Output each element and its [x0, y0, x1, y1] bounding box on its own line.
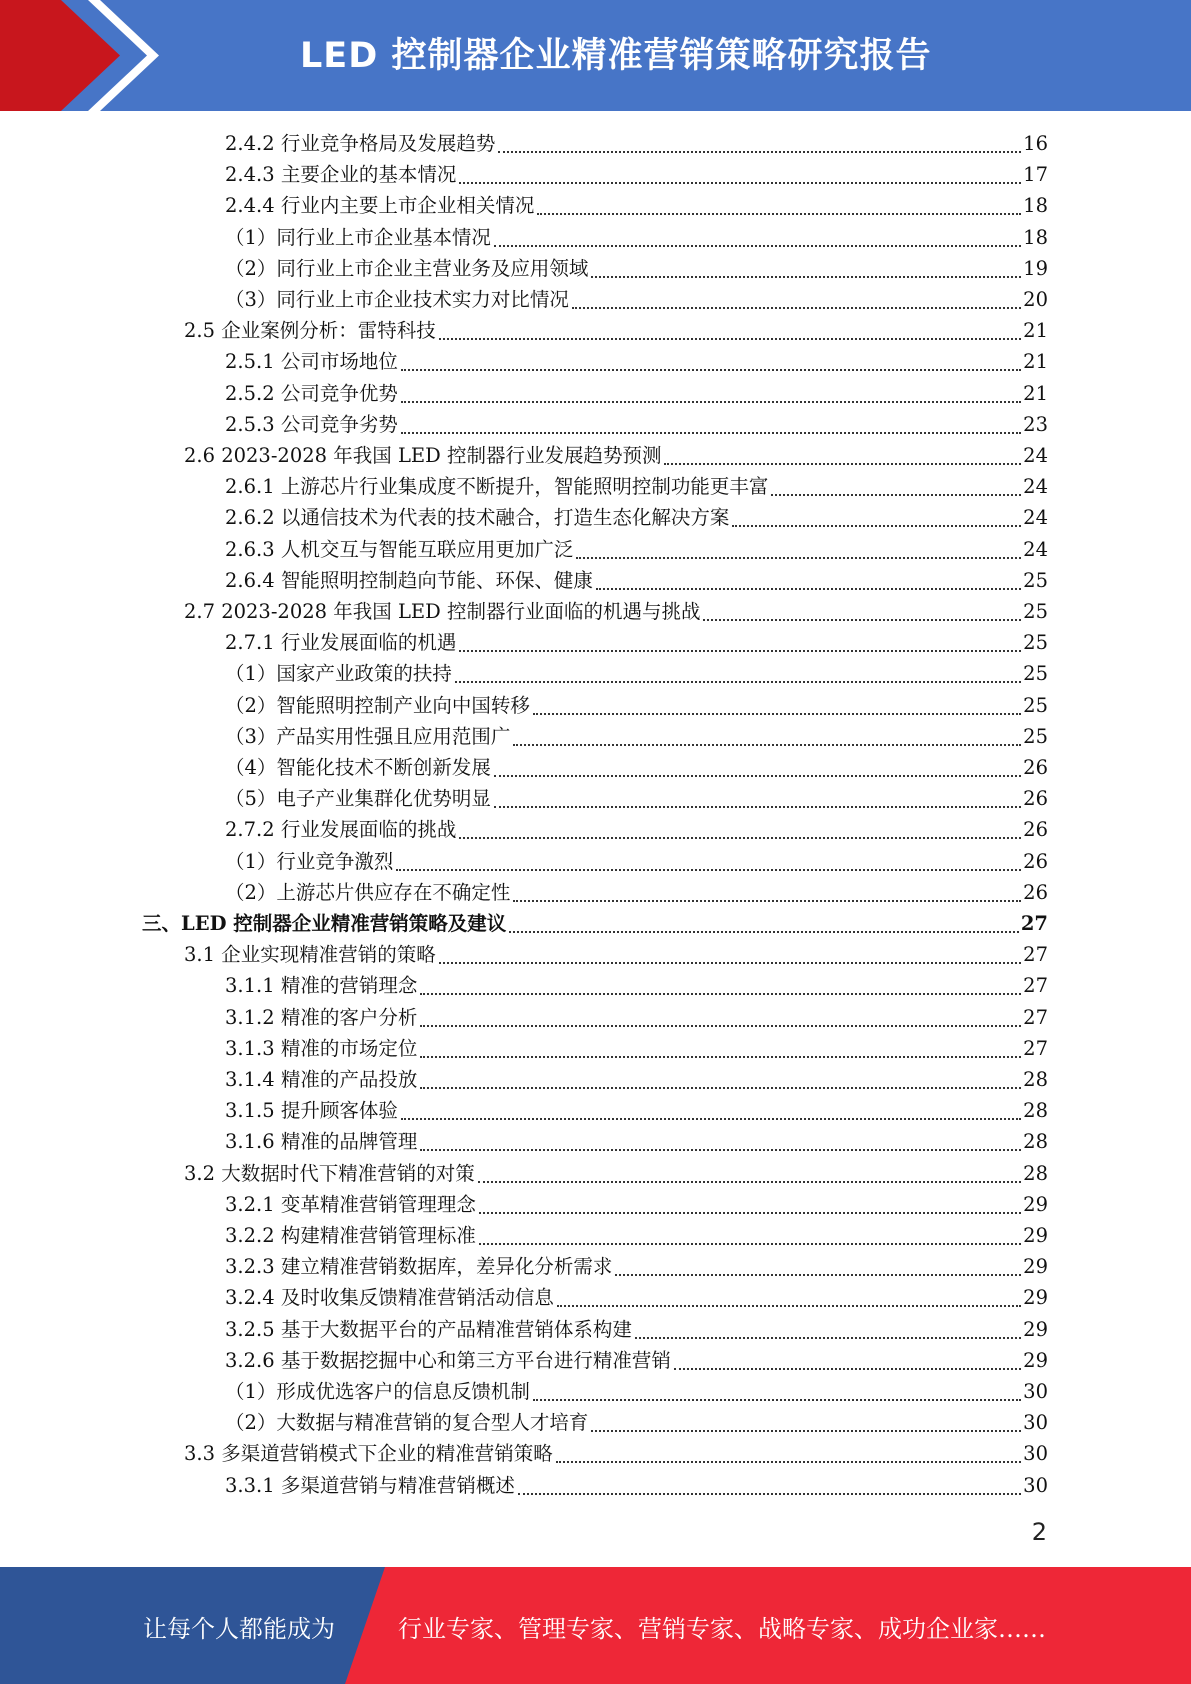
toc-entry-title: 2.6.4 智能照明控制趋向节能、环保、健康 [225, 568, 593, 592]
toc-entry-page: 28 [1023, 1068, 1048, 1091]
toc-entry-title: 2.5.1 公司市场地位 [225, 350, 398, 374]
toc-entry-title: （3）产品实用性强且应用范围广 [225, 724, 511, 748]
toc-dot-leader [401, 408, 1021, 434]
toc-entry[interactable] [225, 1220, 1048, 1251]
toc-dot-leader [459, 158, 1021, 184]
toc-entry[interactable] [225, 658, 1048, 689]
toc-entry[interactable] [184, 315, 1048, 346]
toc-entry[interactable] [225, 1345, 1048, 1376]
toc-entry-title: 3.1.4 精准的产品投放 [225, 1068, 418, 1091]
toc-dot-leader [557, 1281, 1021, 1307]
toc-dot-leader [732, 501, 1021, 527]
toc-entry-page: 21 [1023, 319, 1048, 343]
toc-entry-page: 27 [1023, 974, 1048, 998]
toc-entry-page: 19 [1023, 256, 1048, 280]
toc-entry[interactable] [225, 970, 1048, 1001]
toc-dot-leader [572, 283, 1021, 309]
toc-entry-title: （1）同行业上市企业基本情况 [225, 225, 491, 249]
toc-dot-leader [455, 657, 1021, 683]
toc-dot-leader [674, 1344, 1021, 1370]
report-title: LED 控制器企业精准营销策略研究报告 [300, 36, 932, 76]
toc-dot-leader [509, 907, 1019, 933]
toc-dot-leader [533, 689, 1021, 715]
toc-entry-title: 2.5.2 公司竞争优势 [225, 381, 398, 405]
toc-dot-leader [771, 470, 1021, 496]
toc-entry-page: 29 [1023, 1224, 1048, 1247]
toc-entry-page: 24 [1023, 506, 1048, 530]
toc-dot-leader [596, 564, 1021, 590]
toc-dot-leader [401, 345, 1021, 371]
toc-entry-title: 3.2 大数据时代下精准营销的对策 [184, 1161, 475, 1185]
toc-entry-page: 30 [1023, 1442, 1048, 1466]
toc-entry[interactable] [142, 908, 1048, 939]
toc-entry[interactable] [225, 346, 1048, 377]
toc-entry[interactable] [225, 627, 1048, 658]
toc-dot-leader [533, 1375, 1021, 1401]
toc-entry[interactable] [225, 814, 1048, 845]
toc-entry[interactable] [225, 1095, 1048, 1126]
toc-entry[interactable] [225, 284, 1048, 315]
toc-entry-page: 27 [1020, 912, 1048, 935]
toc-dot-leader [478, 1157, 1021, 1183]
toc-entry-page: 24 [1023, 537, 1048, 561]
toc-entry-title: 3.1.6 精准的品牌管理 [225, 1130, 418, 1154]
chevron-arrow-icon [0, 0, 160, 111]
toc-entry-title: （5）电子产业集群化优势明显 [225, 787, 491, 811]
toc-entry[interactable] [225, 1002, 1048, 1033]
toc-entry-page: 18 [1023, 194, 1048, 218]
toc-entry-page: 29 [1023, 1286, 1048, 1310]
toc-entry-page: 28 [1023, 1130, 1048, 1154]
toc-dot-leader [420, 1063, 1021, 1089]
toc-dot-leader [635, 1313, 1021, 1339]
toc-dot-leader [494, 751, 1021, 777]
toc-dot-leader [513, 720, 1021, 746]
toc-entry[interactable] [225, 409, 1048, 440]
toc-dot-leader [439, 938, 1021, 964]
toc-entry[interactable] [225, 877, 1048, 908]
toc-entry-page: 30 [1023, 1411, 1048, 1435]
toc-entry[interactable] [225, 690, 1048, 721]
toc-entry-title: 3.1.3 精准的市场定位 [225, 1036, 418, 1060]
toc-entry[interactable] [225, 1282, 1048, 1313]
toc-dot-leader [615, 1250, 1021, 1276]
toc-entry-page: 27 [1023, 1036, 1048, 1060]
toc-entry-title: 2.4.4 行业内主要上市企业相关情况 [225, 194, 535, 218]
toc-dot-leader [498, 127, 1021, 153]
toc-entry[interactable] [225, 222, 1048, 253]
footer-slogan-right: 行业专家、管理专家、营销专家、战略专家、成功企业家…… [398, 1615, 1046, 1643]
toc-entry-title: 3.2.3 建立精准营销数据库，差异化分析需求 [225, 1255, 613, 1279]
toc-entry[interactable] [225, 783, 1048, 814]
toc-entry[interactable] [225, 565, 1048, 596]
toc-dot-leader [459, 626, 1021, 652]
toc-entry-title: 2.7.1 行业发展面临的机遇 [225, 631, 457, 655]
page-number: 2 [1031, 1518, 1047, 1546]
toc-entry-title: 3.1.1 精准的营销理念 [225, 974, 418, 998]
toc-entry-title: 3.1 企业实现精准营销的策略 [184, 943, 436, 967]
toc-dot-leader [591, 1406, 1021, 1432]
toc-dot-leader [513, 876, 1021, 902]
toc-entry-title: （2）大数据与精准营销的复合型人才培育 [225, 1411, 589, 1435]
toc-entry[interactable] [225, 128, 1048, 159]
toc-entry-page: 27 [1023, 1005, 1048, 1029]
toc-entry-page: 26 [1023, 756, 1048, 779]
toc-entry[interactable] [225, 1126, 1048, 1157]
toc-entry-title: 2.6.2 以通信技术为代表的技术融合，打造生态化解决方案 [225, 506, 730, 530]
toc-entry-title: 3.1.2 精准的客户分析 [225, 1005, 418, 1029]
toc-entry-page: 30 [1023, 1473, 1048, 1497]
toc-entry-page: 30 [1023, 1380, 1048, 1403]
header-banner [0, 0, 1191, 111]
toc-entry[interactable] [225, 190, 1048, 221]
toc-entry-title: （1）国家产业政策的扶持 [225, 662, 452, 686]
toc-dot-leader [420, 969, 1021, 995]
toc-dot-leader [479, 1188, 1021, 1214]
toc-entry-page: 20 [1023, 288, 1048, 311]
toc-entry-page: 24 [1023, 475, 1048, 499]
toc-entry-page: 16 [1023, 132, 1048, 155]
toc-dot-leader [459, 813, 1021, 839]
toc-entry[interactable] [184, 440, 1048, 471]
toc-entry[interactable] [225, 1064, 1048, 1095]
toc-entry-page: 25 [1023, 631, 1048, 655]
toc-dot-leader [537, 189, 1021, 215]
toc-entry[interactable] [225, 846, 1048, 877]
toc-entry-title: （3）同行业上市企业技术实力对比情况 [225, 288, 569, 311]
toc-entry-title: 3.2.6 基于数据挖掘中心和第三方平台进行精准营销 [225, 1348, 671, 1372]
toc-entry-title: （1）行业竞争激烈 [225, 849, 394, 873]
toc-dot-leader [576, 533, 1021, 559]
toc-entry-title: 2.4.3 主要企业的基本情况 [225, 163, 457, 187]
toc-dot-leader [494, 782, 1021, 808]
toc-dot-leader [664, 439, 1021, 465]
toc-entry-title: （2）同行业上市企业主营业务及应用领域 [225, 256, 589, 280]
toc-dot-leader [420, 1125, 1021, 1151]
footer-banner [0, 1567, 1191, 1684]
toc-entry-page: 29 [1023, 1192, 1048, 1216]
toc-entry-page: 24 [1023, 444, 1048, 467]
footer-slogan-left: 让每个人都能成为 [143, 1615, 335, 1643]
toc-entry-page: 17 [1023, 163, 1048, 187]
toc-entry[interactable] [225, 752, 1048, 783]
toc-entry-title: （4）智能化技术不断创新发展 [225, 756, 491, 779]
toc-entry-page: 18 [1023, 225, 1048, 249]
toc-entry-page: 23 [1023, 412, 1048, 436]
toc-entry-title: 2.5 企业案例分析：雷特科技 [184, 319, 436, 343]
toc-dot-leader [479, 1219, 1021, 1245]
toc-entry-title: 3.3 多渠道营销模式下企业的精准营销策略 [184, 1442, 553, 1466]
toc-dot-leader [518, 1469, 1021, 1495]
toc-entry[interactable] [225, 378, 1048, 409]
toc-dot-leader [439, 314, 1021, 340]
toc-entry-page: 29 [1023, 1348, 1048, 1372]
toc-entry-page: 26 [1023, 787, 1048, 811]
toc-entry-title: 3.3.1 多渠道营销与精准营销概述 [225, 1473, 515, 1497]
toc-entry-title: 2.6.1 上游芯片行业集成度不断提升，智能照明控制功能更丰富 [225, 475, 769, 499]
toc-entry[interactable] [184, 1438, 1048, 1469]
toc-entry-title: 3.2.4 及时收集反馈精准营销活动信息 [225, 1286, 554, 1310]
toc-entry[interactable] [225, 1251, 1048, 1282]
toc-entry-page: 25 [1023, 662, 1048, 686]
toc-dot-leader [401, 1094, 1021, 1120]
toc-entry-page: 26 [1023, 818, 1048, 842]
toc-entry-page: 28 [1023, 1099, 1048, 1123]
toc-dot-leader [703, 595, 1021, 621]
toc-entry-page: 26 [1023, 849, 1048, 873]
toc-entry-title: 3.2.5 基于大数据平台的产品精准营销体系构建 [225, 1317, 632, 1341]
toc-entry-title: （2）智能照明控制产业向中国转移 [225, 693, 530, 717]
toc-entry-title: （2）上游芯片供应存在不确定性 [225, 880, 511, 904]
toc-entry-page: 26 [1023, 880, 1048, 904]
toc-entry-page: 25 [1023, 568, 1048, 592]
toc-entry[interactable] [225, 1376, 1048, 1407]
toc-entry-page: 21 [1023, 350, 1048, 374]
toc-dot-leader [420, 1001, 1021, 1027]
toc-entry-page: 27 [1023, 943, 1048, 967]
toc-entry[interactable] [225, 1314, 1048, 1345]
toc-entry-page: 29 [1023, 1255, 1048, 1279]
toc-entry[interactable] [225, 1189, 1048, 1220]
toc-entry-title: 2.7 2023-2028 年我国 LED 控制器行业面临的机遇与挑战 [184, 600, 701, 623]
toc-entry[interactable] [184, 1158, 1048, 1189]
toc-entry-title: 三、LED 控制器企业精准营销策略及建议 [142, 912, 507, 935]
toc-dot-leader [591, 252, 1021, 278]
toc-entry-page: 25 [1023, 693, 1048, 717]
toc-entry-title: 2.6.3 人机交互与智能互联应用更加广泛 [225, 537, 574, 561]
toc-entry-page: 21 [1023, 381, 1048, 405]
toc-dot-leader [494, 221, 1021, 247]
toc-entry-title: 2.4.2 行业竞争格局及发展趋势 [225, 132, 496, 155]
toc-entry-title: 3.1.5 提升顾客体验 [225, 1099, 398, 1123]
toc-entry[interactable] [225, 502, 1048, 533]
toc-entry[interactable] [225, 721, 1048, 752]
toc-dot-leader [420, 1032, 1021, 1058]
toc-entry[interactable] [225, 1407, 1048, 1438]
toc-entry-title: 2.6 2023-2028 年我国 LED 控制器行业发展趋势预测 [184, 444, 662, 467]
toc-entry-title: 3.2.2 构建精准营销管理标准 [225, 1224, 476, 1247]
toc-entry[interactable] [225, 253, 1048, 284]
toc-entry[interactable] [225, 1033, 1048, 1064]
toc-entry[interactable] [225, 1470, 1048, 1501]
toc-entry-page: 25 [1023, 724, 1048, 748]
toc-entry-title: 2.5.3 公司竞争劣势 [225, 412, 398, 436]
toc-entry-page: 29 [1023, 1317, 1048, 1341]
toc-entry[interactable] [184, 596, 1048, 627]
toc-entry[interactable] [225, 534, 1048, 565]
toc-entry-page: 25 [1023, 600, 1048, 623]
toc-entry[interactable] [184, 939, 1048, 970]
toc-dot-leader [401, 377, 1021, 403]
toc-entry[interactable] [225, 159, 1048, 190]
toc-entry-title: （1）形成优选客户的信息反馈机制 [225, 1380, 530, 1403]
toc-dot-leader [556, 1437, 1021, 1463]
toc-entry-page: 28 [1023, 1161, 1048, 1185]
toc-entry-title: 3.2.1 变革精准营销管理理念 [225, 1192, 476, 1216]
toc-entry-title: 2.7.2 行业发展面临的挑战 [225, 818, 457, 842]
toc-entry[interactable] [225, 471, 1048, 502]
toc-dot-leader [396, 845, 1021, 871]
